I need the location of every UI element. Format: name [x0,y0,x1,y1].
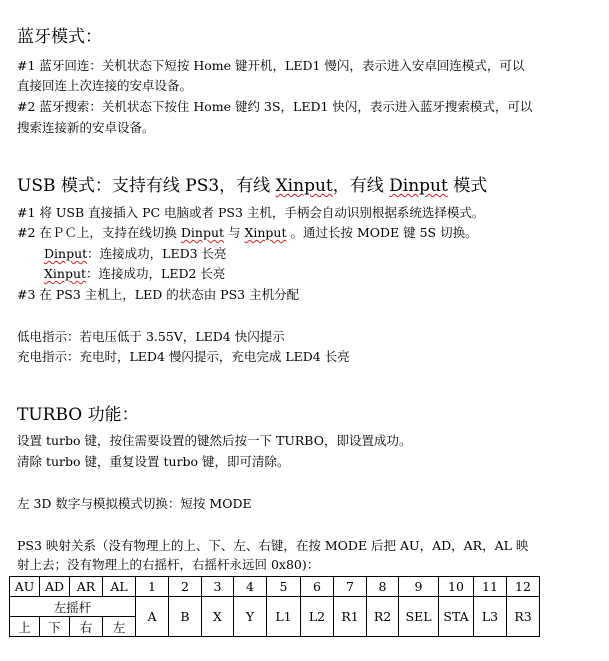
table-cell: SEL [399,597,439,637]
bluetooth-heading: 蓝牙模式： [17,27,102,47]
table-cell: R2 [367,597,399,637]
ps3-mapping-table [9,576,540,637]
table-cell: 左 [103,617,136,637]
table-cell: AD [40,577,70,597]
usb-heading-text-c: 模式 [447,176,488,196]
usb-heading [17,171,487,196]
table-cell: 12 [507,577,540,597]
table-cell: 8 [367,577,399,597]
table-cell: 1 [136,577,169,597]
turbo-set: 设置 turbo 键，按住需要设置的键然后按一下 TURBO，即设置成功。 [17,433,412,448]
charging-indicator: 充电指示：充电时，LED4 慢闪提示，充电完成 LED4 长亮 [17,349,350,364]
bluetooth-line-3: #2 蓝牙搜索：关机状态下按住 Home 键约 3S，LED1 快闪，表示进入蓝牙搜索模式，可以 [17,99,533,114]
table-cell: 上 [10,617,40,637]
usb-heading-xinput: Xinput [275,176,333,196]
usb-line-3: #3 在 PS3 主机上，LED 的状态由 PS3 主机分配 [17,287,300,302]
usb-heading-text-a: USB 模式：支持有线 PS3，有线 [17,176,276,196]
table-cell: 4 [234,577,267,597]
mapping-intro-1: PS3 映射关系（没有物理上的上、下、左、右键，在按 MODE 后把 AU，AD，AR，AL 映 [17,538,529,553]
table-cell: L2 [301,597,334,637]
table-cell: 下 [40,617,70,637]
table-cell: 11 [474,577,507,597]
table-cell: B [169,597,202,637]
usb-heading-dinput: Dinput [389,176,448,196]
usb-xinput-rest: ：连接成功，LED2 长亮 [86,266,226,281]
table-cell: AU [10,577,40,597]
usb-line-2-a: #2 在ＰＣ上，支持在线切换 [17,225,181,240]
left-stick-label: 左摇杆 [10,597,136,617]
table-cell: AR [70,577,103,597]
table-row-mapped [10,597,540,617]
table-cell: 9 [399,577,439,597]
table-cell: 6 [301,577,334,597]
table-cell: 7 [334,577,367,597]
table-cell: 5 [267,577,301,597]
table-cell: Y [234,597,267,637]
table-cell: AL [103,577,136,597]
usb-line-2-b: 与 [224,225,245,240]
bluetooth-line-2: 直接回连上次连接的安卓设备。 [17,78,193,93]
turbo-heading: TURBO 功能： [17,405,139,425]
usb-xinput-status [44,264,225,284]
usb-xinput-word: Xinput [44,266,87,281]
bluetooth-line-1: #1 蓝牙回连：关机状态下短按 Home 键开机，LED1 慢闪，表示进入安卓回连模式，可以 [17,58,525,73]
usb-dinput-word: Dinput [44,246,88,261]
usb-line-2-dinput: Dinput [180,225,225,240]
table-cell: STA [439,597,474,637]
bluetooth-line-4: 搜索连接新的安卓设备。 [17,120,155,135]
table-cell: L3 [474,597,507,637]
table-cell: L1 [267,597,301,637]
turbo-clear: 清除 turbo 键，重复设置 turbo 键，即可清除。 [17,454,290,469]
usb-line-2 [17,223,478,243]
table-cell: 10 [439,577,474,597]
table-cell: 3 [202,577,234,597]
usb-line-1: #1 将 USB 直接插入 PC 电脑或者 PS3 主机，手柄会自动识别根据系统选择模式。 [17,205,485,220]
table-cell: 右 [70,617,103,637]
table-cell: 2 [169,577,202,597]
table-row-header [10,577,540,597]
mode-switch-note: 左 3D 数字与模拟模式切换：短按 MODE [17,496,252,511]
table-cell: R1 [334,597,367,637]
usb-line-2-xinput: Xinput [244,225,287,240]
table-cell: R3 [507,597,540,637]
mapping-intro-2: 射上去；没有物理上的右摇杆，右摇杆永远回 0x80)： [17,557,320,572]
table-cell: X [202,597,234,637]
usb-dinput-rest: ：连接成功，LED3 长亮 [87,246,227,261]
low-battery-indicator: 低电指示：若电压低于 3.55V，LED4 快闪提示 [17,329,285,344]
usb-line-2-c: 。通过长按 MODE 键 5S 切换。 [286,225,478,240]
table-cell: A [136,597,169,637]
usb-dinput-status [44,244,227,264]
usb-heading-text-b: ，有线 [332,176,390,196]
